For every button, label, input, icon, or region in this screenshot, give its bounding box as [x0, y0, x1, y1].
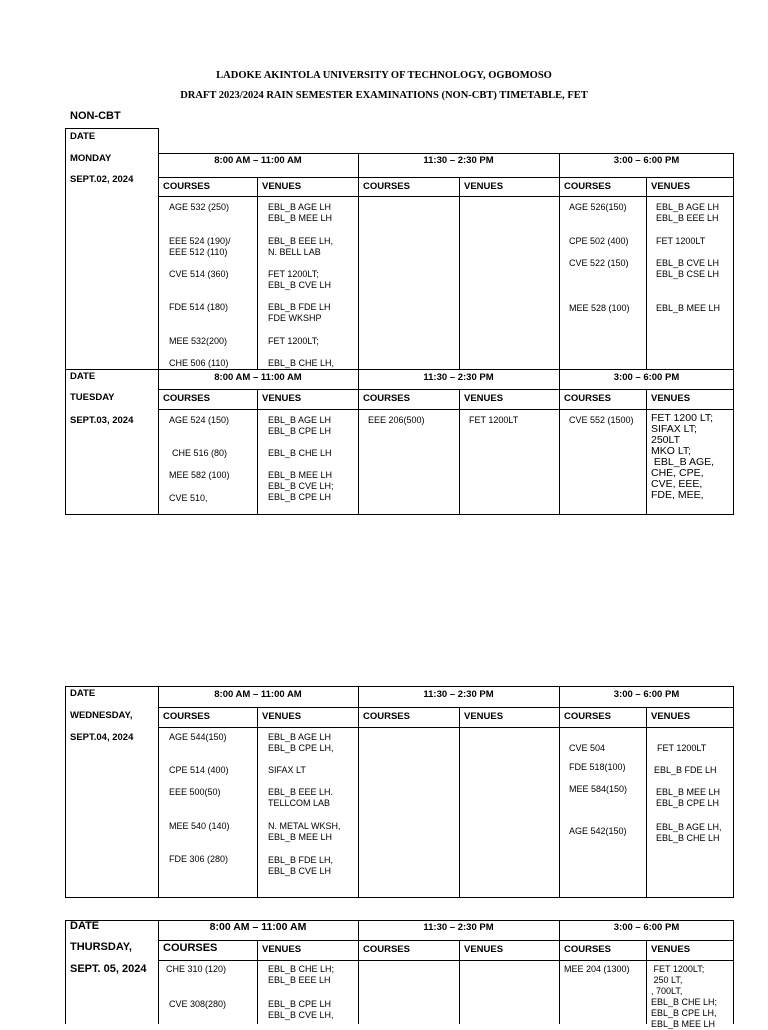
course-entry: FDE 518(100)	[569, 762, 626, 772]
grid-line	[158, 153, 734, 154]
grid-line	[459, 940, 460, 1024]
venue-entry: EBL_B CHE LH	[268, 448, 332, 458]
venue-entry: EBL_B FDE LH FDE WKSHP	[268, 302, 331, 323]
grid-line	[646, 177, 647, 369]
grid-line	[158, 196, 734, 197]
date-header: DATE	[70, 131, 96, 142]
course-entry: MEE 528 (100)	[569, 303, 630, 313]
date-label: SEPT. 05, 2024	[70, 963, 147, 975]
grid-line	[65, 686, 66, 898]
day-label: THURSDAY,	[70, 941, 132, 953]
venue-entry: EBL_B AGE LH EBL_B MEE LH	[268, 202, 333, 223]
courses-header: COURSES	[363, 944, 410, 955]
venues-header: VENUES	[464, 181, 504, 192]
course-entry: CHE 310 (120)	[166, 964, 227, 974]
venue-entry: N. METAL WKSH, EBL_B MEE LH	[268, 821, 341, 842]
grid-line	[65, 128, 66, 515]
course-entry: CPE 502 (400)	[569, 236, 629, 246]
slot-header-midday: 11:30 – 2:30 PM	[423, 689, 494, 700]
courses-header: COURSES	[363, 393, 410, 404]
day-label: TUESDAY	[70, 392, 115, 403]
courses-header: COURSES	[564, 181, 611, 192]
grid-line	[158, 707, 734, 708]
grid-line	[257, 389, 258, 514]
grid-line	[158, 920, 159, 1024]
title-line-1: LADOKE AKINTOLA UNIVERSITY OF TECHNOLOGY, OGBOMOSO	[216, 70, 552, 81]
venues-header: VENUES	[262, 711, 302, 722]
course-entry: AGE 542(150)	[569, 826, 627, 836]
slot-header-midday: 11:30 – 2:30 PM	[423, 155, 494, 166]
course-entry: MEE 204 (1300)	[564, 964, 630, 974]
grid-line	[358, 920, 359, 1024]
slot-header-afternoon: 3:00 – 6:00 PM	[613, 155, 680, 166]
course-entry: FDE 514 (180)	[169, 302, 229, 312]
venue-entry: FET 1200LT; 250 LT, , 700LT, EBL_B CHE LH; EBL_B CPE LH, EBL_B MEE LH	[651, 964, 718, 1029]
course-entry: CHE 516 (80)	[172, 448, 228, 458]
course-entry: CVE 522 (150)	[569, 258, 629, 268]
grid-line	[257, 177, 258, 369]
courses-header: COURSES	[163, 942, 218, 954]
venue-entry: EBL_B CPE LH	[268, 492, 332, 502]
venue-entry: EBL_B AGE LH EBL_B CPE LH	[268, 415, 332, 436]
title-line-2: DRAFT 2023/2024 RAIN SEMESTER EXAMINATIONS (NON-CBT) TIMETABLE, FET	[180, 90, 588, 101]
grid-line	[358, 369, 359, 514]
slot-header-afternoon: 3:00 – 6:00 PM	[613, 922, 680, 933]
course-entry: CVE 552 (1500)	[569, 415, 634, 425]
venue-entry: EBL_B CHE LH,	[268, 358, 335, 368]
course-entry: CPE 514 (400)	[169, 765, 229, 775]
venues-header: VENUES	[262, 181, 302, 192]
venue-entry: EBL_B MEE LH EBL_B CVE LH;	[268, 470, 334, 491]
course-entry: AGE 524 (150)	[169, 415, 230, 425]
grid-line	[559, 686, 560, 898]
grid-line	[65, 686, 734, 687]
course-entry: AGE 532 (250)	[169, 202, 230, 212]
date-label: SEPT.03, 2024	[70, 415, 134, 426]
venues-header: VENUES	[651, 181, 691, 192]
course-entry: CVE 510,	[169, 493, 208, 503]
courses-header: COURSES	[163, 711, 210, 722]
venues-header: VENUES	[464, 393, 504, 404]
date-label: SEPT.04, 2024	[70, 732, 134, 743]
course-entry: EEE 524 (190)/ EEE 512 (110)	[169, 236, 231, 257]
courses-header: COURSES	[363, 711, 410, 722]
course-entry: AGE 526(150)	[569, 202, 627, 212]
venue-entry: FET 1200LT	[656, 236, 706, 246]
venue-entry: EBL_B MEE LH	[656, 303, 721, 313]
courses-header: COURSES	[163, 181, 210, 192]
course-entry: MEE 540 (140)	[169, 821, 230, 831]
course-entry: FDE 306 (280)	[169, 854, 229, 864]
grid-line	[65, 369, 734, 370]
section-label-non-cbt: NON-CBT	[70, 110, 121, 122]
venue-entry: FET 1200LT;	[268, 336, 319, 346]
grid-line	[158, 177, 734, 178]
grid-line	[65, 514, 734, 515]
grid-line	[559, 920, 560, 1024]
day-label: MONDAY	[70, 153, 112, 164]
venue-entry: EBL_B FDE LH, EBL_B CVE LH	[268, 855, 334, 876]
venue-entry: EBL_B FDE LH	[654, 765, 717, 775]
grid-line	[257, 707, 258, 897]
grid-line	[459, 389, 460, 514]
course-entry: EEE 206(500)	[368, 415, 425, 425]
grid-line	[646, 707, 647, 897]
grid-line	[158, 128, 159, 515]
grid-line	[459, 177, 460, 369]
slot-header-midday: 11:30 – 2:30 PM	[423, 372, 494, 383]
grid-line	[158, 960, 734, 961]
slot-header-morning: 8:00 AM – 11:00 AM	[209, 921, 307, 933]
day-label: WEDNESDAY,	[70, 710, 133, 721]
course-entry: MEE 584(150)	[569, 784, 628, 794]
grid-line	[65, 920, 66, 1024]
grid-line	[65, 128, 158, 129]
grid-line	[358, 686, 359, 898]
slot-header-morning: 8:00 AM – 11:00 AM	[214, 155, 302, 166]
venue-entry: EBL_B EEE LH, N. BELL LAB	[268, 236, 334, 257]
grid-line	[733, 686, 734, 898]
venues-header: VENUES	[651, 944, 691, 955]
venues-header: VENUES	[464, 711, 504, 722]
venue-entry: EBL_B AGE LH EBL_B CPE LH,	[268, 732, 334, 753]
grid-line	[158, 727, 734, 728]
course-entry: CVE 514 (360)	[169, 269, 229, 279]
venues-header: VENUES	[651, 711, 691, 722]
venue-entry: FET 1200 LT; SIFAX LT; 250LT MKO LT; EBL_B AGE, CHE, CPE, CVE, EEE, FDE, MEE,	[651, 412, 715, 501]
grid-line	[733, 920, 734, 1024]
venue-entry: EBL_B CPE LH EBL_B CVE LH,	[268, 999, 334, 1020]
course-entry: EEE 500(50)	[169, 787, 221, 797]
venue-entry: FET 1200LT	[469, 415, 519, 425]
course-entry: MEE 582 (100)	[169, 470, 230, 480]
grid-line	[158, 409, 734, 410]
grid-line	[65, 897, 734, 898]
venue-entry: EBL_B MEE LH EBL_B CPE LH	[656, 787, 721, 808]
grid-line	[459, 707, 460, 897]
grid-line	[158, 940, 734, 941]
date-header: DATE	[70, 688, 96, 699]
date-header: DATE	[70, 371, 96, 382]
courses-header: COURSES	[564, 711, 611, 722]
course-entry: MEE 532(200)	[169, 336, 228, 346]
venue-entry: EBL_B AGE LH, EBL_B CHE LH	[656, 822, 722, 843]
venue-entry: EBL_B EEE LH. TELLCOM LAB	[268, 787, 334, 808]
venues-header: VENUES	[651, 393, 691, 404]
grid-line	[559, 369, 560, 514]
courses-header: COURSES	[564, 944, 611, 955]
grid-line	[158, 389, 734, 390]
grid-line	[358, 153, 359, 369]
venue-entry: EBL_B CHE LH; EBL_B EEE LH	[268, 964, 335, 985]
slot-header-midday: 11:30 – 2:30 PM	[423, 922, 494, 933]
slot-header-afternoon: 3:00 – 6:00 PM	[613, 372, 680, 383]
date-header: DATE	[70, 920, 100, 932]
slot-header-morning: 8:00 AM – 11:00 AM	[214, 372, 302, 383]
grid-line	[65, 920, 734, 921]
courses-header: COURSES	[564, 393, 611, 404]
course-entry: CVE 504	[569, 743, 606, 753]
courses-header: COURSES	[363, 181, 410, 192]
grid-line	[257, 940, 258, 1024]
course-entry: AGE 544(150)	[169, 732, 227, 742]
grid-line	[646, 389, 647, 514]
venue-entry: EBL_B AGE LH EBL_B EEE LH	[656, 202, 720, 223]
venue-entry: EBL_B CVE LH EBL_B CSE LH	[656, 258, 720, 279]
slot-header-morning: 8:00 AM – 11:00 AM	[214, 689, 302, 700]
grid-line	[733, 153, 734, 515]
venues-header: VENUES	[464, 944, 504, 955]
venue-entry: FET 1200LT; EBL_B CVE LH	[268, 269, 332, 290]
venues-header: VENUES	[262, 944, 302, 955]
grid-line	[646, 940, 647, 1024]
grid-line	[158, 686, 159, 898]
venue-entry: SIFAX LT	[268, 765, 306, 775]
course-entry: CVE 308(280)	[169, 999, 227, 1009]
slot-header-afternoon: 3:00 – 6:00 PM	[613, 689, 680, 700]
course-entry: CHE 506 (110)	[169, 358, 229, 368]
date-label: SEPT.02, 2024	[70, 174, 134, 185]
venue-entry: FET 1200LT	[657, 743, 707, 753]
venues-header: VENUES	[262, 393, 302, 404]
courses-header: COURSES	[163, 393, 210, 404]
grid-line	[559, 153, 560, 369]
